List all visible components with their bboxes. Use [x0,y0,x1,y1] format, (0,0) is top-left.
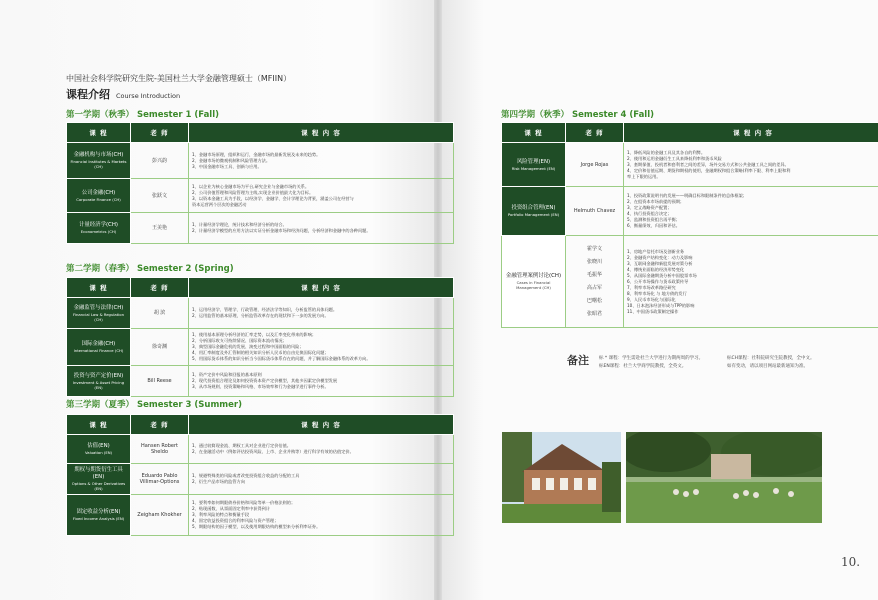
course-content-line: 1、通过较简现金流、期权工具对企业进行定价估值。 [192,443,291,448]
remarks [567,352,827,370]
teacher-name: Eduardo Pablo Villimar-Options [139,473,180,485]
teacher-name: 张晓川 [586,258,602,265]
remarks-line-2a: 标EN课程：杜兰大学商学院教授，全英文。 [599,364,687,369]
course-name-en: Options & Other Derivatives (EN) [71,481,126,491]
course-name-en: Cases in Financial Management (CH) [516,280,551,290]
course-content-line: 4、傅统业面临的经济形势变化 [627,266,685,272]
column-header-course: 课 程 [67,123,131,143]
course-content-line: 4、定价和估值远期、期货和期权的使用，金融期权和组合策略(利率下限、利率上限和利 [627,167,791,173]
column-header-teacher: 老 师 [131,415,189,435]
course-content-cell [189,495,454,536]
page-number: 10. [841,555,861,569]
course-content-cell [189,329,454,366]
course-content-line: 5、用国际货币体系的知识分析当今国际货币体系存在的问题，并了解国际金融体系的改革方向。 [192,356,371,361]
course-name-en: Financial Law & Regulation (CH) [72,311,125,322]
course-content-line: 5、从国际金融期货分析中国股票市场 [627,272,697,278]
course-name-cell [67,435,131,464]
course-name-zh: 投资与资产定价(EN) [73,372,124,379]
course-name-cell [67,464,131,495]
course-content-line: 1、投资政策说明书的发展——明确目标和限制条件的总体框架； [627,193,747,198]
course-content-line: 1、运用经济学、管理学、行政管理、经济法学等知识，分析监管的具体问题。 [192,307,338,312]
course-content-line: 2、衍生产品市场的监管方向 [192,479,245,484]
course-content-line: 7、利率市场改革路径研究 [627,284,676,290]
course-content-line: 2、分析国际收支可持续情况、国际资本流动情况； [192,338,287,343]
course-name-zh: 公司金融(CH) [81,189,116,196]
teacher-cell [131,366,189,397]
teacher-name: 张昭君 [586,310,602,317]
course-name-en: Risk Management (EN) [511,165,556,171]
semester-3-title: 第三学期（夏季） Semester 3 (Summer) [66,400,242,410]
sem1-course-table [66,122,454,244]
course-content-cell [189,179,454,213]
course-content-line: 3、利率风险的特点和衡量手段 [192,512,250,517]
teacher-name: 巴曙松 [586,297,602,304]
sem3-course-table [66,414,454,536]
course-content-cell [189,464,454,495]
column-header-course: 课 程 [67,278,131,298]
course-name-en: Corporate Finance (CH) [76,196,121,202]
course-content-cell [624,187,878,236]
course-content-cell [189,213,454,244]
course-name-cell [67,179,131,213]
course-name-en: International Finance (CH) [73,348,124,353]
course-name-zh: 固定收益分析(EN) [76,509,121,515]
remarks-label: 备注 [567,354,589,367]
course-name-cell [67,143,131,179]
teacher-name: 毛振华 [586,271,602,278]
teacher-name: 霍学文 [586,245,602,252]
course-content-line: 1、使用基本原理分析经济的汇率走势，以及汇率变化带来的影响； [192,332,317,337]
column-header-content: 课 程 内 容 [189,278,454,298]
section-title [66,86,180,102]
course-name-cell [502,143,566,187]
course-content-line: 5、期限结构的因子模型，以及使用期限结构的模型来分析利率证券。 [192,524,321,529]
remarks-line-1b: 标CH课程：社科院研究生院教授，全中文。 [727,356,815,361]
section-title-zh: 课程介绍 [66,88,110,101]
course-name-en: Econometrics (CH) [80,229,117,234]
course-name-zh: 投资组合管理(EN) [511,205,556,211]
column-header-content: 课 程 内 容 [624,123,878,143]
course-content-cell [189,435,454,464]
course-content-line: 1、房地产信托市场及创新业务 [627,248,685,254]
course-name-zh: 计量经济学(CH) [79,222,118,228]
course-content-cell [624,236,878,328]
teacher-cell [566,143,624,187]
course-content-line: 1、资产定价中风险和回报的基本原则 [192,372,262,377]
table-row [67,495,454,536]
table-row [67,435,454,464]
course-content-line: 2、贴现函数、从票面固定利率中获得到计 [192,506,271,511]
course-content-cell [624,143,878,187]
course-name-zh: 国际金融(CH) [81,341,116,347]
course-content-line: 2、公司价值管理和风险管理为主线,实现企业价值最大化为目标。 [192,189,314,195]
teacher-name: 高占军 [586,284,602,291]
course-name-cell [502,187,566,236]
teacher-cell [131,213,189,244]
column-header-teacher: 老 师 [566,123,624,143]
course-content-line: 3、中国金融市场工具、创新与应用。 [192,163,262,169]
course-content-line: 4、固定收益投资组合的利率风险与资产管理； [192,518,279,523]
course-name-cell [67,213,131,244]
teacher-cell [566,236,624,328]
course-content-line: 3、套期保值、投机者和套利者之间的差异，场外交易方式和公共金融工具之间的差异。 [627,161,789,167]
course-name-en: Financial Institutes & Markets (CH) [70,159,127,169]
teacher-cell [566,187,624,236]
teacher-name: Helmuth Chavez [573,208,616,214]
course-content-cell [189,298,454,329]
course-content-line: 1、金融市场原理，组织和运行，金融市场的最新发展及未来的趋势。 [192,151,321,157]
course-name-en: Investment & Asset Pricing (EN) [72,379,125,390]
teacher-name: 王美艳 [151,225,167,231]
teacher-cell [131,143,189,179]
course-content-line: 4、用汇率制度及外汇管制的相关知识分析人民币的自由兑换国际化问题； [192,350,329,355]
campus-lawn-photo [626,432,822,523]
course-name-zh: 金融监管与法律(CH) [73,304,124,311]
course-content-line: 2、运用监管的基本原理，分析监管改革存在的现状和下一步的发展方向。 [192,313,329,318]
table-row [67,143,454,179]
course-name-zh: 估值(EN) [87,443,110,449]
teacher-name: Hansen Robert Sheldo [140,443,178,455]
table-row [502,143,878,187]
course-name-zh: 金融管理案例讨论(CH) [505,273,562,279]
course-name-cell [502,236,566,328]
teacher-name: 张跃文 [151,192,167,199]
course-content-line: 1、规避特殊类的风险或者改变投资组合收益的分配的工具 [192,473,300,478]
course-content-line: 11、中国货币政策制定操作 [627,308,679,314]
course-content-cell [189,143,454,179]
course-content-line: 资本运营两个层次的金融活动 [192,201,247,207]
section-title-en: Course Introduction [116,92,181,100]
course-content-line: 6、公开市场操作与货币政策传导 [627,278,689,284]
course-content-line: 9、人民币市场化与国际化 [627,296,676,302]
teacher-cell [131,329,189,366]
teacher-name: Zeigham Khokher [137,512,182,518]
teacher-name: 彭兴韵 [151,157,167,164]
teacher-name: 胡 滨 [153,310,166,316]
table-row [502,236,878,328]
course-content-line: 2、金融市场的微观机制和风险管理方法。 [192,157,271,163]
course-content-line: 1、降低风险的金融工具及其各自的利弊。 [627,149,706,155]
course-content-line: 8、利率市场化 与 地方债的发行 [627,290,687,296]
column-header-teacher: 老 师 [131,278,189,298]
column-header-teacher: 老 师 [131,123,189,143]
semester-1-title: 第一学期（秋季） Semester 1 (Fall) [66,110,220,120]
teacher-cell [131,464,189,495]
teacher-cell [131,495,189,536]
course-content-line: 1、以企业为核心金融市场为平台,研究企业与金融市场的关系。 [192,183,310,189]
table-row [67,179,454,213]
course-content-line: 1、计量经济学理论，统计技术和经济分析的结合。 [192,222,287,227]
course-content-line: 3、定义战略资产配置； [627,205,672,210]
course-name-zh: 期权与期货衍生工具(EN) [74,467,123,480]
course-content-line: 3、互联网金融和新股发展对策分析 [627,260,693,266]
course-content-line: 4、执行投资组合决定； [627,211,672,216]
course-content-line: 5、监测和投资组合再平衡； [627,217,680,222]
course-name-en: Valuation (EN) [84,450,113,455]
course-content-line: 率上下限的运用。 [627,173,661,179]
column-header-content: 课 程 内 容 [189,415,454,435]
semester-2-title: 第二学期（春季） Semester 2 (Spring) [66,264,234,274]
teacher-cell [131,179,189,213]
course-name-en: Portfolio Management (EN) [507,212,560,217]
course-content-line: 2、现代投资组合理论及如何投资资本资产定价模型，其他多因素定价模型发展 [192,378,338,383]
table-row [67,329,454,366]
course-name-zh: 金融机构与市场(CH) [73,152,124,158]
course-content-line: 2、计量经济学模型的应用方法以实证分析金融市场和经济问题，分析经济和金融中的各种问题。 [192,228,371,233]
table-row [67,213,454,244]
sem2-course-table [66,277,454,397]
course-name-en: Fixed Income Analysis (EN) [72,516,125,521]
remarks-line-1a: 标 * 课程：学生需赴杜兰大学进行为期两周的学习。 [599,356,704,361]
course-content-line: 2、金融资产结构变化：动力及影响 [627,254,693,260]
table-row [502,187,878,236]
column-header-course: 课 程 [67,415,131,435]
table-row [67,464,454,495]
table-row [67,366,454,397]
table-header-row [67,278,454,298]
course-content-cell [189,366,454,397]
course-name-cell [67,329,131,366]
table-header-row [502,123,878,143]
column-header-course: 课 程 [502,123,566,143]
course-name-cell [67,366,131,397]
program-title: 中国社会科学院研究生院-美国杜兰大学金融管理硕士（MFIIN） [66,74,292,83]
course-content-line: 1、要利率如何期限债券价格和风险等单一价格法则的； [192,500,296,505]
table-header-row [67,415,454,435]
course-content-line: 3、以资本金融工具为手段，以经济学、金融学、会计学理论为背景，涵盖公司在经营与 [192,195,354,201]
course-content-line: 10、日本泡沫经济形成与TPP的影响 [627,302,695,308]
semester-4-title: 第四学期（秋季） Semester 4 (Fall) [501,110,655,120]
table-header-row [67,123,454,143]
course-name-zh: 风险管理(EN) [516,158,551,165]
course-content-line: 3、从市场规则、投资策略和风格、市场效率和行为金融学进行事件分析。 [192,384,329,389]
teacher-cell [131,435,189,464]
course-name-cell [67,495,131,536]
course-content-line: 2、在金融活动中（例如评估投资风险、上市、企业并购等）进行科学有效的估值定价。 [192,449,354,454]
column-header-content: 课 程 内 容 [189,123,454,143]
teacher-cell [131,298,189,329]
course-content-line: 6、衡量绩效、归因和评估。 [627,223,680,228]
teacher-name: 徐奇渊 [151,344,167,350]
teacher-name: Bill Reese [147,378,172,384]
remarks-line-2b: 如有变动，请以项目网站最新通知为准。 [727,364,808,369]
teacher-name: Jorge Rojas [580,161,609,168]
course-content-line: 2、使用和运用金融衍生工具来降低利率和货币风险 [627,155,722,161]
sem4-course-table [501,122,878,328]
course-name-cell [67,298,131,329]
table-row [67,298,454,329]
course-content-line: 3、典型国际金融危机的发展、演变过程和中国面临的风险； [192,344,304,349]
campus-building-photo [502,432,621,523]
course-content-line: 2、在组资本市场前提的预期； [627,199,685,204]
